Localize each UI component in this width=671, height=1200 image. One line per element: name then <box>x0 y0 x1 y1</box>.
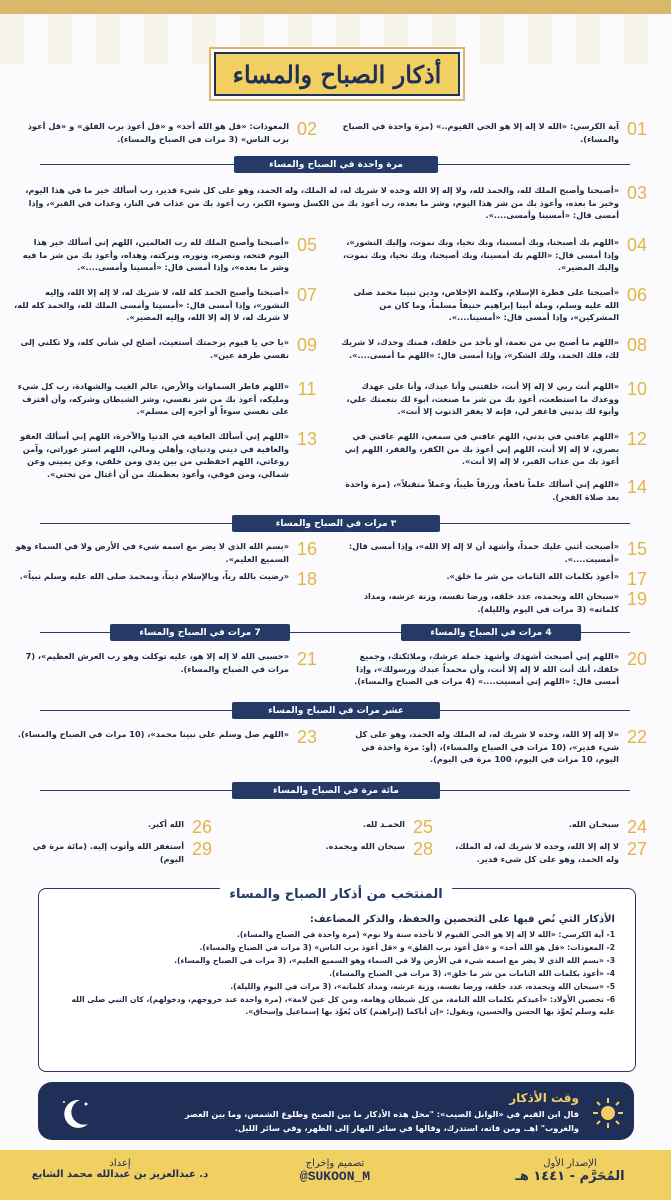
design-label: تصميم وإخراج <box>305 1158 365 1169</box>
item-number: 25 <box>412 817 434 837</box>
selected-intro: الأذكار التي نُص فيها على التحصين والحفظ، والذكر المضاعف: <box>309 914 615 925</box>
item-number: 16 <box>296 539 318 559</box>
edition-label: الإصدار الأول <box>543 1158 597 1169</box>
item-text: «حسبي الله لا إله إلا هو، عليه توكلت وهو رب العرش العظيم»، (7 مرات في الصباح والمساء). <box>25 651 289 674</box>
item-25 <box>235 818 435 838</box>
item-number: 23 <box>296 727 318 747</box>
item-19 <box>341 590 649 615</box>
selected-panel-title: المنتخب من أذكار الصباح والمساء <box>220 880 452 908</box>
item-12 <box>341 430 649 468</box>
item-06 <box>341 286 649 324</box>
item-16 <box>14 540 319 565</box>
item-number: 02 <box>296 119 318 139</box>
item-04 <box>341 236 649 274</box>
item-number: 08 <box>626 335 648 355</box>
item-26 <box>14 818 214 838</box>
section-hundred-times: مائة مرة في الصباح والمساء <box>232 782 440 799</box>
item-text: «رضيت بالله رباً، وبالإسلام ديناً، وبمحمد صلى الله عليه وسلم نبياً». <box>19 571 289 581</box>
item-text: «اللهم بك أصبحنا، وبك أمسينا، وبك نحيا، وبك نموت، وإليك النشور»، وإذا أمسى قال: «اللهم بك أمسينا، وبك أصبحنا، وبك نحيا، وبك نموت، وإليك المصير». <box>342 237 619 273</box>
item-text: «اللهم إني أسألك علماً نافعاً، ورزقاً طيباً، وعملاً متقبلاً»، (مرة واحدة بعد صلاة الفجر). <box>345 479 619 502</box>
item-text: المعوذات: «قل هو الله أحد» و «قل أعوذ برب الفلق» و «قل أعوذ برب الناس» (3 مرات في الصباح والمساء). <box>27 121 289 144</box>
item-text: «سبحان الله وبحمده، عدد خلقه، ورضا نفسه، وزنة عرشه، ومداد كلماته» (3 مرات في اليوم والليلة). <box>363 591 619 614</box>
item-24 <box>449 818 649 838</box>
item-01 <box>341 120 649 145</box>
top-border <box>0 0 671 14</box>
selected-line: 2- المعوذات: «قل هو الله أحد» و «قل أعوذ برب الفلق» و «قل أعوذ برب الناس» (3 مرات في الصباح والمساء). <box>199 942 615 952</box>
title-banner <box>214 52 460 96</box>
item-text: «اللهم صل وسلم على نبينا محمد»، (10 مرات في الصباح والمساء). <box>17 729 289 739</box>
prep-label: إعداد <box>109 1158 131 1169</box>
item-13 <box>14 430 319 481</box>
selected-line: 6- تحصين الأولاد: «أعيذكم بكلمات الله التامة، من كل شيطان وهامة، ومن كل عين لامة»، (مرة واحدة عند خروجهم، ودخولهم)، كان النبي صلى الله عليه وسلم يُعوِّذ بها الحسن والحسين، ويقول: «إن أباكما (إبراهيم) كان يُعوِّذ بها إسماعيل وإسحاق». <box>71 994 615 1017</box>
item-number: 26 <box>191 817 213 837</box>
item-number: 28 <box>412 839 434 859</box>
item-11 <box>14 380 319 418</box>
item-text: سبحان الله وبحمده. <box>325 841 405 851</box>
item-text: «اللهم ما أصبح بي من نعمة، أو بأحد من خلقك، فمنك وحدك، لا شريك لك، فلك الحمد، ولك الشكر»، وإذا أمسى قال: «اللهم ما أمسى....». <box>341 337 619 360</box>
item-number: 27 <box>626 839 648 859</box>
item-text: الحمـد لله. <box>362 819 405 829</box>
section-seven-times: 7 مرات في الصباح والمساء <box>110 624 290 641</box>
item-number: 17 <box>626 569 648 589</box>
section-four-times: 4 مرات في الصباح والمساء <box>401 624 581 641</box>
item-09 <box>14 336 319 361</box>
item-05 <box>14 236 319 274</box>
item-text: أستغفر الله وأتوب إليه. (مائة مرة في اليوم) <box>32 841 184 864</box>
item-number: 18 <box>296 569 318 589</box>
moon-icon <box>54 1094 94 1134</box>
item-number: 11 <box>297 379 317 399</box>
item-text: سبحـان الله. <box>568 819 619 829</box>
item-number: 22 <box>626 727 648 747</box>
item-number: 06 <box>626 285 648 305</box>
item-29 <box>14 840 214 865</box>
selected-line: 5- «سبحان الله وبحمده، عدد خلقه، ورضا نفسه، وزنة عرشه، ومداد كلماته»، (3 مرات في اليوم والليلة). <box>230 981 615 991</box>
item-27 <box>449 840 649 865</box>
prep-name: د. عبدالعزيز بن عبدالله محمد الشايع <box>31 1169 209 1180</box>
item-text: «اللهم أنت ربي لا إله إلا أنت، خلقتني وأنا عبدك، وأنا على عهدك ووعدك ما استطعت، أعوذ بك من شر ما صنعت، أبوء لك بنعمتك علي، وأبوء لك بذنبي فاغفر لي، فإنه لا يغفر الذنوب إلا أنت». <box>346 381 619 417</box>
selected-panel-content <box>55 914 615 1019</box>
item-text: «اللهم فاطر السماوات والأرض، عالم الغيب والشهادة، رب كل شيء ومليكه، أعوذ بك من شر نفسي، وشر الشيطان وشركه، وأن أقترف على نفسي سوءاً أو أجره إلى مسلم». <box>17 381 289 417</box>
time-content <box>159 1088 579 1136</box>
item-23 <box>14 728 319 748</box>
sun-icon <box>591 1096 625 1130</box>
item-text: «اللهم إني أصبحت أشهدك وأشهد حملة عرشك، وملائكتك، وجميع خلقك، أنك أنت الله لا إله إلا أنت، وأن محمداً عبدك ورسولك»، وإذا أمسى قال: «اللهم إني أمسيت....» (4 مرات في الصباح والمساء). <box>354 651 619 687</box>
section-once: مرة واحدة في الصباح والمساء <box>234 156 438 173</box>
item-21 <box>14 650 319 675</box>
edition-date: المُحَرَّم - ١٤٤١ هـ <box>515 1169 625 1184</box>
item-18 <box>14 570 319 590</box>
item-number: 19 <box>626 589 648 609</box>
item-text: «أصبحنا على فطرة الإسلام، وكلمة الإخلاص، ودين نبينا محمد صلى الله عليه وسلم، وملة أبينا إبراهيم حنيفاً مسلماً، وما كان من المشركين»، وإذا أمسى قال: «أمسينا....». <box>353 287 619 323</box>
page-title: أذكار الصباح والمساء <box>232 59 442 89</box>
item-text: «أصبحنا وأصبح الملك لله رب العالمين، اللهم إني أسألك خير هذا اليوم فتحه، ونصره، ونوره، وبركته، وهداه، وأعوذ بك من شر ما فيه وشر ما بعده»، وإذا أمسى قال: «أمسينا وأمسى....». <box>22 237 289 273</box>
section-three-times: ٣ مرات في الصباح والمساء <box>232 515 440 532</box>
footer-prepared-by <box>20 1158 220 1180</box>
item-text: الله أكبر. <box>147 819 184 829</box>
item-number: 09 <box>296 335 318 355</box>
item-number: 04 <box>626 235 648 255</box>
item-22 <box>341 728 649 766</box>
item-number: 01 <box>626 119 648 139</box>
item-number: 07 <box>296 285 318 305</box>
item-text: «أصبحنا وأصبح الملك لله، والحمد لله، ولا إله إلا الله وحده لا شريك له، له الملك، وله الحمد، وهو على كل شيء قدير، رب أسألك خير ما في هذا اليوم، وخير ما بعده، وأعوذ بك من شر هذا اليوم، وشر ما بعده، رب أعوذ بك من الكسل وسوء الكبر، رب أعوذ بك من عذاب في النار، وعذاب في القبر»، وإذا أمسى قال: «أمسينا وأمسى....». <box>25 185 619 221</box>
selected-line: 3- «بسم الله الذي لا يضر مع اسمه شيء في الأرض ولا في السماء وهو السميع العليم»، (3 مرات في الصباح والمساء). <box>174 955 615 965</box>
item-number: 24 <box>626 817 648 837</box>
time-heading: وقت الأذكار <box>509 1091 579 1105</box>
item-07 <box>14 286 319 324</box>
item-text: «يا حي يا قيوم برحمتك أستغيث، أصلح لي شأني كله، ولا تكلني إلى نفسي طرفة عين». <box>20 337 289 360</box>
item-number: 10 <box>626 379 648 399</box>
footer-edition <box>505 1158 635 1184</box>
item-20 <box>341 650 649 688</box>
item-02 <box>14 120 319 145</box>
item-10 <box>341 380 649 418</box>
item-text: آية الكرسي: «الله لا إله إلا هو الحي القيوم..» (مرة واحدة في الصباح والمساء). <box>342 121 619 144</box>
footer-design <box>240 1158 430 1184</box>
item-28 <box>235 840 435 860</box>
item-number: 13 <box>296 429 318 449</box>
item-text: «اللهم عافني في بدني، اللهم عافني في سمعي، اللهم عافني في بصري، لا إله إلا أنت، اللهم إني أعوذ بك من الكفر، والفقر، اللهم إني أعوذ بك من عذاب القبر، لا إله إلا أنت». <box>344 431 619 467</box>
item-text: «أعوذ بكلمات الله التامات من شر ما خلق». <box>446 571 619 581</box>
item-text: «أصبحت أثني عليك حمداً، وأشهد أن لا إله إلا الله»، وإذا أمسى قال: «أمسيت....». <box>348 541 619 564</box>
item-text: «لا إله إلا الله، وحده لا شريك له، له الملك وله الحمد، وهو على كل شيء قدير»، (10 مرات في الصباح والمساء)، (أو: مرة واحدة في اليوم، 10 مرات في اليوم، 100 مرة في اليوم). <box>355 729 619 765</box>
item-number: 14 <box>626 477 648 497</box>
section-ten-times: عشر مرات في الصباح والمساء <box>232 702 440 719</box>
item-15 <box>341 540 649 565</box>
item-number: 15 <box>626 539 648 559</box>
item-number: 12 <box>626 429 648 449</box>
item-number: 05 <box>296 235 318 255</box>
item-text: «بسم الله الذي لا يضر مع اسمه شيء في الأرض ولا في السماء وهو السميع العليم». <box>15 541 289 564</box>
item-number: 20 <box>626 649 648 669</box>
selected-line: 4- «أعوذ بكلمات الله التامات من شر ما خلق»، (3 مرات في الصباح والمساء). <box>329 968 615 978</box>
selected-line: 1- آية الكرسي: «الله لا إله إلا هو الحي القيوم لا تأخذه سنة ولا نوم» (مرة واحدة في الصباح والمساء). <box>236 930 615 939</box>
item-text: «اللهم إني أسألك العافية في الدنيا والآخرة، اللهم إني أسألك العفو والعافية في ديني ودنياي، وأهلي ومالي، اللهم استر عوراتي، وآمن روعاتي، اللهم احفظني من بين يدي ومن خلفي، وعن يميني وعن شمالي، ومن فوقي، وأعوذ بعظمتك من أن أغتال من تحتي». <box>20 431 289 480</box>
item-08 <box>341 336 649 361</box>
item-14 <box>341 478 649 503</box>
item-number: 03 <box>626 183 648 203</box>
design-handle: @SUKOON_M <box>299 1169 371 1184</box>
item-number: 21 <box>296 649 318 669</box>
item-text: لا إله إلا الله، وحده لا شريك له، له الملك، وله الحمد، وهو على كل شيء قدير. <box>455 841 619 864</box>
item-text: «أصبحنا وأصبح الحمد كله لله، لا شريك له، لا إله إلا الله، وإليه النشور»، وإذا أمسى قال: «أمسينا وأمسى الملك لله، والحمد كله لله، لا شريك له، لا إله إلا الله، وإليه المصير». <box>14 287 289 323</box>
item-number: 29 <box>191 839 213 859</box>
item-03 <box>19 184 649 222</box>
time-body: قال ابن القيم في «الوابل الصيب»: "محل هذه الأذكار ما بين الصبح وطلوع الشمس، وما بين العصر والغروب" اهـ. ومن فاته، استدرك، وقالها في سائر النهار إلى الظهر، وفي سائر الليل. <box>184 1109 579 1134</box>
item-17 <box>341 570 649 590</box>
